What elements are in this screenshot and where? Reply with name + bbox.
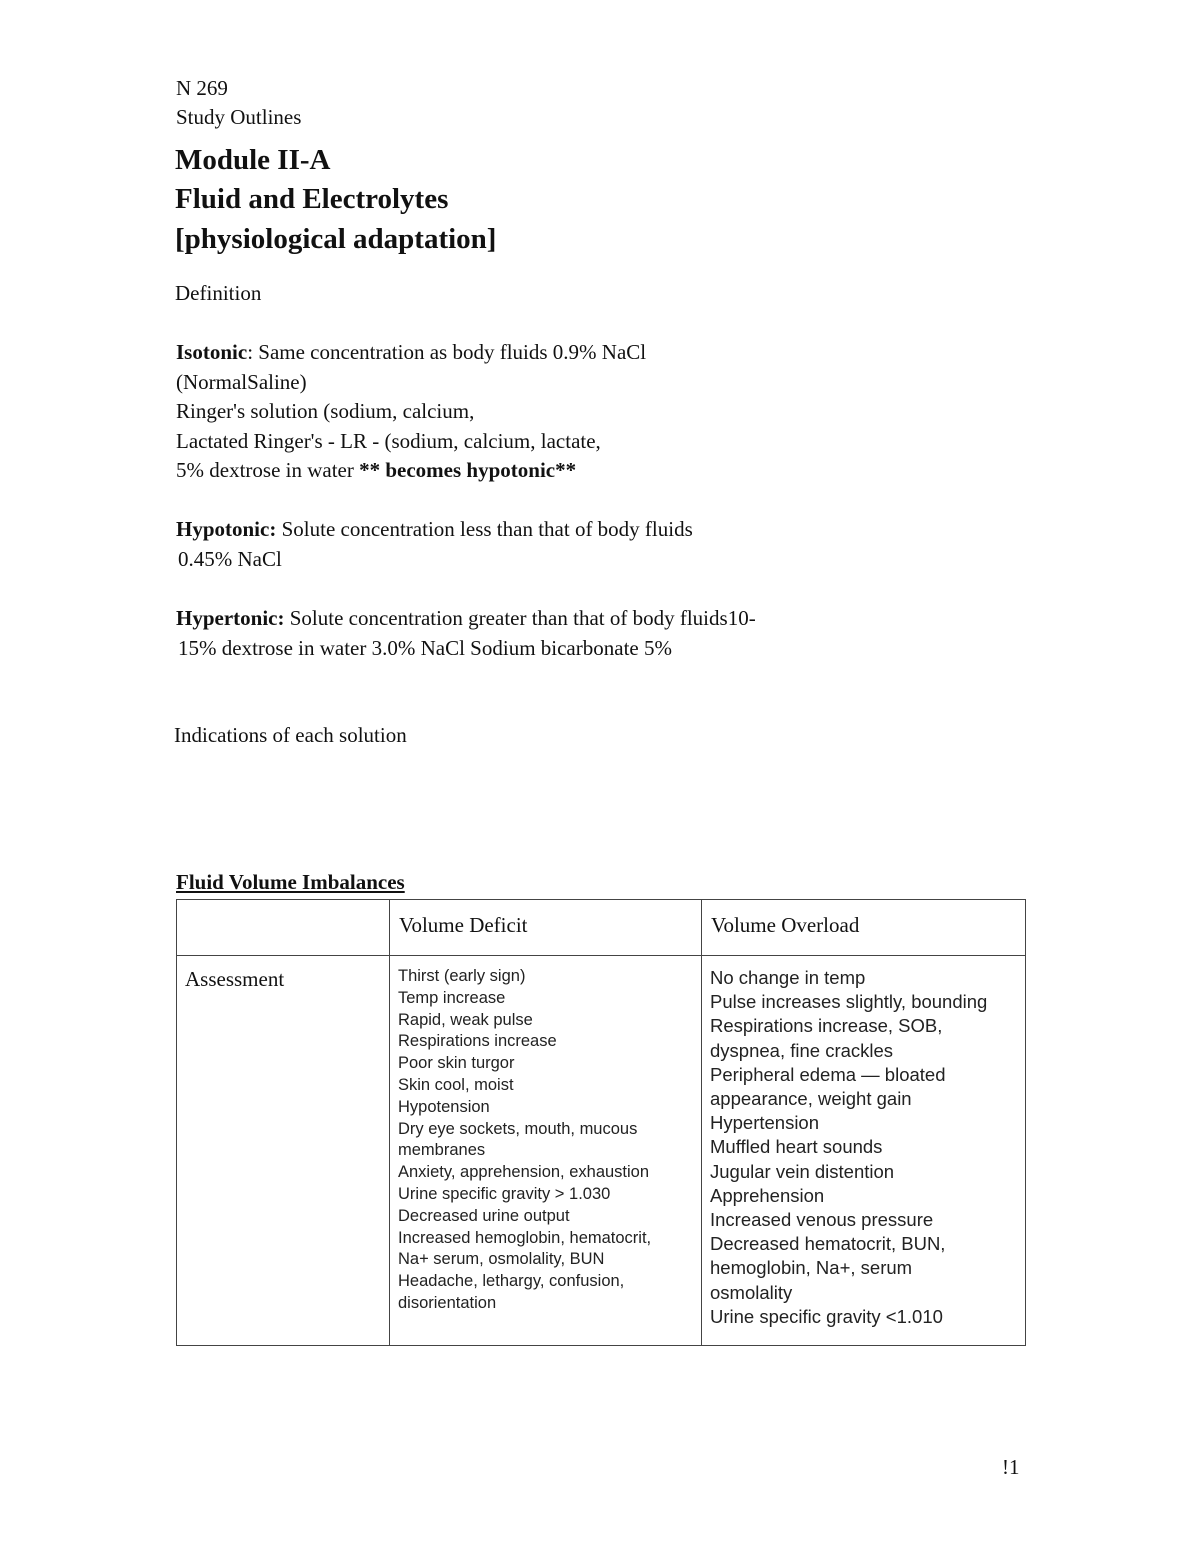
list-item: dyspnea, fine crackles	[710, 1039, 894, 1061]
list-item: Anxiety, apprehension, exhaustion	[398, 1163, 650, 1182]
isotonic-line-2: (NormalSaline)	[176, 370, 307, 394]
isotonic-note: ** becomes hypotonic**	[359, 458, 577, 482]
hypertonic-line-2: 15% dextrose in water 3.0% NaCl Sodium bicarbonate 5%	[178, 636, 672, 660]
list-item: Urine specific gravity > 1.030	[398, 1184, 611, 1203]
header-cell-deficit	[390, 900, 702, 956]
course-code: N 269	[176, 76, 228, 100]
topic-title: Fluid and Electrolytes	[175, 183, 449, 215]
isotonic-sep: :	[247, 340, 254, 364]
topic-subtitle: [physiological adaptation]	[175, 223, 497, 255]
header-label-deficit: Volume Deficit	[399, 913, 528, 937]
table-header-row	[177, 900, 1026, 956]
definition-heading: Definition	[175, 281, 262, 305]
list-item: membranes	[398, 1141, 486, 1160]
list-item: Increased venous pressure	[710, 1209, 934, 1231]
isotonic-desc: Same concentration as body fluids 0.9% NaCl	[253, 340, 647, 364]
list-item: Poor skin turgor	[398, 1054, 515, 1073]
list-item: Skin cool, moist	[398, 1075, 514, 1094]
deficit-cell	[390, 956, 702, 1346]
list-item: Thirst (early sign)	[398, 967, 526, 985]
list-item: Temp increase	[398, 988, 506, 1007]
document-subtitle: Study Outlines	[176, 105, 302, 129]
module-title: Module II-A	[175, 144, 331, 176]
hypotonic-term: Hypotonic:	[176, 517, 277, 541]
isotonic-dextrose: 5% dextrose in water	[176, 458, 360, 482]
list-item: Urine specific gravity <1.010	[710, 1305, 943, 1327]
isotonic-line-4: Lactated Ringer's - LR - (sodium, calcium, lactate,	[176, 429, 601, 453]
list-item: Na+ serum, osmolality, BUN	[398, 1250, 605, 1269]
list-item: osmolality	[710, 1281, 793, 1303]
hypotonic-desc: Solute concentration less than that of body fluids	[276, 517, 693, 541]
list-item: disorientation	[398, 1293, 497, 1312]
list-item: Decreased hematocrit, BUN,	[710, 1233, 946, 1255]
list-item: Jugular vein distention	[710, 1160, 895, 1182]
list-item: Decreased urine output	[398, 1206, 570, 1225]
list-item: No change in temp	[710, 967, 866, 988]
overload-cell	[702, 956, 1026, 1346]
isotonic-term: Isotonic	[176, 340, 248, 364]
list-item: Respirations increase	[398, 1032, 557, 1051]
list-item: Pulse increases slightly, bounding	[710, 991, 988, 1013]
list-item: Peripheral edema — bloated	[710, 1063, 946, 1085]
list-item: Headache, lethargy, confusion,	[398, 1272, 625, 1291]
hypotonic-line-1	[176, 515, 693, 545]
header-cell-overload	[702, 900, 1026, 956]
hypertonic-desc: Solute concentration greater than that of body fluids10-	[284, 606, 756, 630]
list-item: Dry eye sockets, mouth, mucous	[398, 1119, 638, 1138]
list-item: Hypertension	[710, 1112, 820, 1134]
table-title: Fluid Volume Imbalances	[176, 870, 405, 894]
list-item: Apprehension	[710, 1184, 825, 1206]
isotonic-line-3: Ringer's solution (sodium, calcium,	[176, 399, 475, 423]
list-item: Hypotension	[398, 1097, 490, 1116]
table-row-assessment	[177, 956, 1026, 1346]
list-item: hemoglobin, Na+, serum	[710, 1257, 913, 1279]
indications-heading: Indications of each solution	[174, 723, 407, 747]
list-item: appearance, weight gain	[710, 1088, 912, 1110]
hypotonic-line-2: 0.45% NaCl	[178, 547, 282, 571]
isotonic-line-1	[176, 338, 646, 368]
row-label-cell	[177, 956, 390, 1346]
list-item: Muffled heart sounds	[710, 1136, 883, 1158]
header-label-empty	[177, 900, 389, 913]
list-item: Rapid, weak pulse	[398, 1010, 533, 1029]
header-cell-empty	[177, 900, 390, 956]
hypertonic-line-1	[176, 604, 756, 634]
list-item: Respirations increase, SOB,	[710, 1015, 943, 1037]
page-number: !1	[1002, 1455, 1020, 1479]
deficit-list	[390, 956, 701, 1315]
list-item: Increased hemoglobin, hematocrit,	[398, 1228, 652, 1247]
fluid-volume-table	[176, 899, 1026, 1346]
isotonic-line-5	[176, 456, 576, 486]
row-label-assessment: Assessment	[185, 967, 285, 991]
hypertonic-term: Hypertonic:	[176, 606, 285, 630]
overload-list	[702, 956, 1025, 1329]
header-label-overload: Volume Overload	[711, 913, 860, 937]
